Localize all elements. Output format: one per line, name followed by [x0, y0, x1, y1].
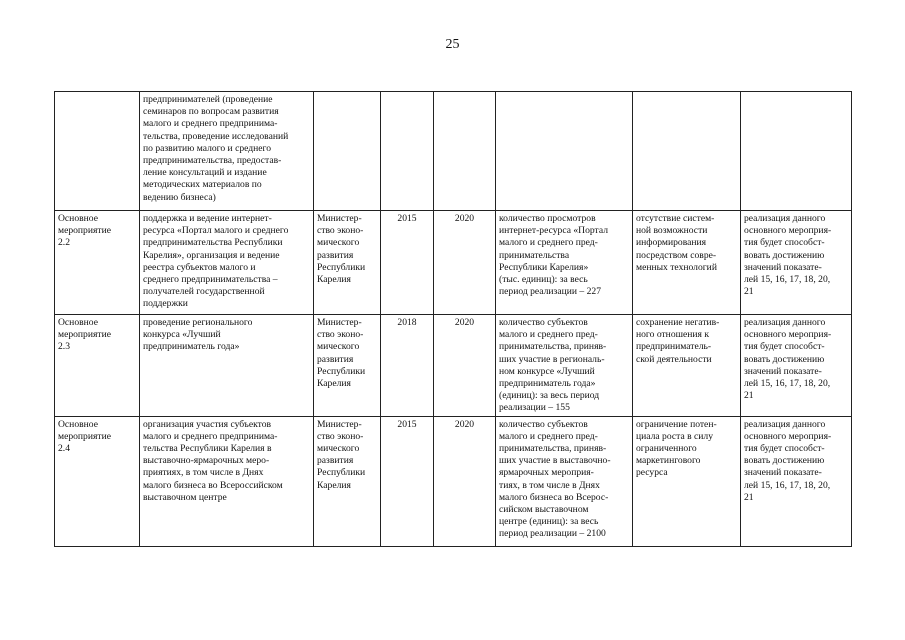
start-year-cell: 2018 — [381, 315, 434, 417]
measure-name-cell: проведение регионального конкурса «Лучший предприниматель года» — [140, 315, 314, 417]
consequences-cell: ограничение потен- циала роста в силу ограниченного маркетингового ресурса — [633, 416, 741, 546]
consequences-cell: сохранение негатив- ного отношения к предприниматель- ской деятельности — [633, 315, 741, 417]
measure-name-cell: предпринимателей (проведение семинаров по вопросам развития малого и среднего предпринима- тельства, проведение исследований по развитию малого и среднего предпринимательства, предостав- ление консультаций и издание методических материалов по ведению бизнеса) — [140, 92, 314, 211]
end-year-cell: 2020 — [434, 211, 496, 315]
end-year-cell: 2020 — [434, 315, 496, 417]
measure-number-cell: Основное мероприятие 2.3 — [55, 315, 140, 417]
measure-number-cell: Основное мероприятие 2.2 — [55, 211, 140, 315]
executor-cell — [314, 92, 381, 211]
executor-cell: Министер- ство эконо- мического развития Республики Карелия — [314, 315, 381, 417]
end-year-cell — [434, 92, 496, 211]
start-year-cell — [381, 92, 434, 211]
page-number: 25 — [445, 37, 460, 52]
measure-number-cell: Основное мероприятие 2.4 — [55, 416, 140, 546]
expected-result-cell: количество просмотров интернет-ресурса «Портал малого и среднего пред- принимательства Республики Карелия» (тыс. единиц): за весь период реализации – 227 — [496, 211, 633, 315]
measure-name-cell: поддержка и ведение интернет- ресурса «Портал малого и среднего предпринимательства Республики Карелия», организация и ведение реестра субъектов малого и среднего предпринимательства – получателей государственной поддержки — [140, 211, 314, 315]
executor-cell: Министер- ство эконо- мического развития Республики Карелия — [314, 211, 381, 315]
indicator-link-cell: реализация данного основного мероприя- тия будет способст- вовать достижению значений показате- лей 15, 16, 17, 18, 20, 21 — [741, 315, 852, 417]
measures-table — [54, 91, 852, 547]
table-row — [55, 416, 852, 546]
expected-result-cell: количество субъектов малого и среднего пред- принимательства, приняв- ших участие в региональ- ном конкурсе «Лучший предприниматель года» (единиц): за весь период реализации – 155 — [496, 315, 633, 417]
consequences-cell — [633, 92, 741, 211]
table-row — [55, 211, 852, 315]
indicator-link-cell — [741, 92, 852, 211]
start-year-cell: 2015 — [381, 416, 434, 546]
measure-number-cell — [55, 92, 140, 211]
measure-name-cell: организация участия субъектов малого и среднего предпринима- тельства Республики Карелия в выставочно-ярмарочных меро- приятиях, в том числе в Днях малого бизнеса во Всероссийском выставочном центре — [140, 416, 314, 546]
end-year-cell: 2020 — [434, 416, 496, 546]
consequences-cell: отсутствие систем- ной возможности информирования посредством совре- менных технологий — [633, 211, 741, 315]
expected-result-cell: количество субъектов малого и среднего пред- принимательства, приняв- ших участие в выставочно- ярмарочных мероприя- тиях, в том числе в Днях малого бизнеса во Всерос- сийском выставочном центре (единиц): за весь период реализации – 2100 — [496, 416, 633, 546]
start-year-cell: 2015 — [381, 211, 434, 315]
table-row — [55, 315, 852, 417]
expected-result-cell — [496, 92, 633, 211]
executor-cell: Министер- ство эконо- мического развития Республики Карелия — [314, 416, 381, 546]
indicator-link-cell: реализация данного основного мероприя- тия будет способст- вовать достижению значений показате- лей 15, 16, 17, 18, 20, 21 — [741, 211, 852, 315]
table-row — [55, 92, 852, 211]
indicator-link-cell: реализация данного основного мероприя- тия будет способст- вовать достижению значений показате- лей 15, 16, 17, 18, 20, 21 — [741, 416, 852, 546]
